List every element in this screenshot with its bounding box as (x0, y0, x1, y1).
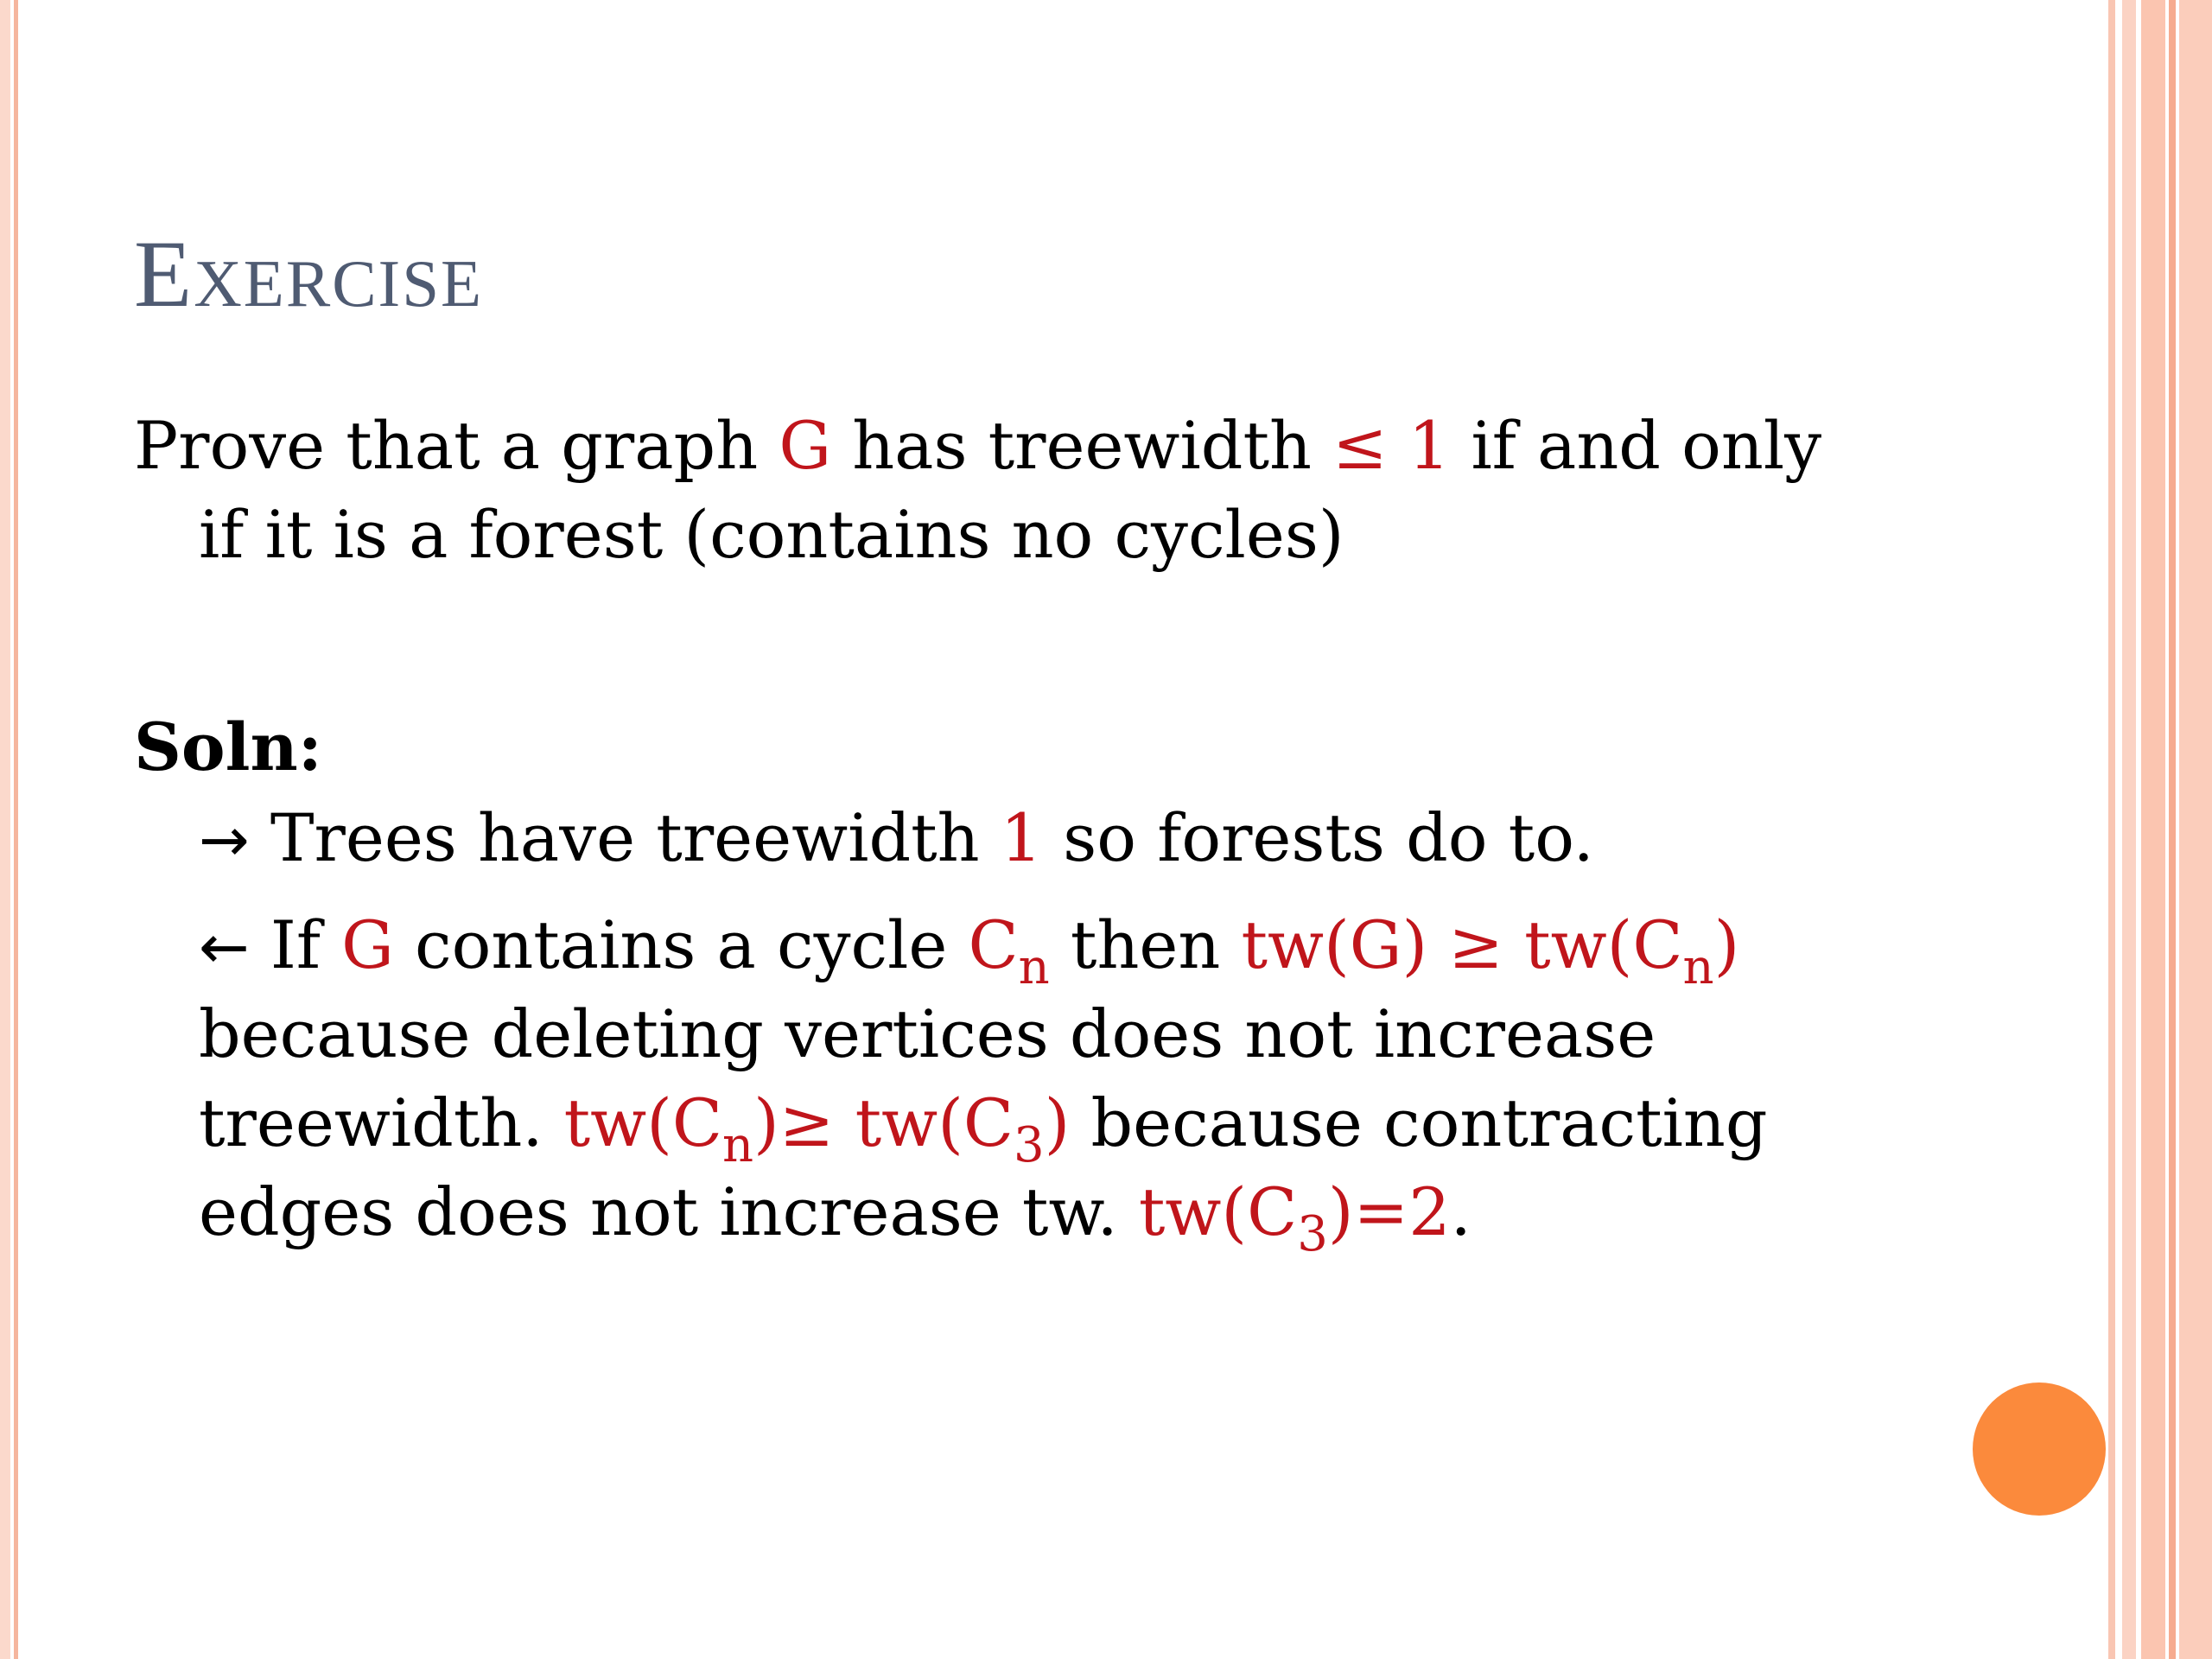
forward-direction (199, 793, 1594, 885)
prompt-text: has treewidth (831, 407, 1333, 484)
cycle-subscript: n (1018, 939, 1050, 995)
equation-text: tw(C (1138, 1173, 1298, 1250)
right-border-stripe (2141, 0, 2165, 1659)
right-border-stripe (2122, 0, 2136, 1659)
inequality-subscript: n (722, 1117, 754, 1173)
forward-text: so forests do to. (1042, 799, 1594, 876)
inequality-text: tw(C (563, 1084, 723, 1161)
graph-symbol: G (779, 407, 832, 484)
forward-text: Trees have treewidth (249, 799, 1001, 876)
left-border-stripe (14, 0, 18, 1659)
right-border-stripe (2108, 0, 2115, 1659)
backward-text: because contracting (1070, 1084, 1768, 1161)
left-arrow-icon: ← (199, 912, 250, 982)
inequality-close: ) (1044, 1084, 1071, 1161)
prompt-line-1 (134, 401, 1821, 491)
equation-text: )=2 (1327, 1173, 1451, 1250)
backward-text: edges does not increase tw. (199, 1173, 1139, 1250)
backward-direction-line-1 (199, 900, 1740, 995)
prompt-text: if and only (1450, 407, 1822, 484)
cycle-symbol (968, 906, 1050, 995)
treewidth-inequality (1241, 906, 1740, 995)
left-border-stripe (0, 0, 10, 1659)
inequality-text: tw(G) ≥ tw(C (1241, 906, 1683, 983)
backward-direction-line-2: because deleting vertices does not increase (199, 995, 1656, 1072)
triangle-treewidth (1138, 1173, 1451, 1262)
equation-subscript: 3 (1297, 1206, 1328, 1262)
right-border-stripe (2169, 0, 2176, 1659)
inequality-subscript: 3 (1014, 1117, 1045, 1173)
backward-text: treewidth. (199, 1084, 564, 1161)
treewidth-bound: ≤ 1 (1332, 407, 1451, 484)
backward-text: then (1049, 906, 1242, 983)
right-arrow-icon: → (199, 804, 250, 875)
prompt-text: Prove that a graph (134, 407, 779, 484)
inequality-close: ) (1713, 906, 1740, 983)
slide-title: Exercise (134, 221, 484, 327)
cycle-treewidth-inequality (563, 1084, 1071, 1173)
prompt-line-2: if it is a forest (contains no cycles) (199, 496, 1344, 573)
inequality-subscript: n (1682, 939, 1714, 995)
cycle-letter: C (968, 906, 1019, 983)
backward-direction-line-3 (199, 1078, 1768, 1173)
inequality-text: )≥ tw(C (753, 1084, 1014, 1161)
left-decorative-border (0, 0, 26, 1659)
solution-label: Soln: (134, 709, 322, 785)
graph-symbol: G (341, 906, 394, 983)
decorative-orange-circle (1973, 1382, 2106, 1516)
backward-text: If (249, 906, 342, 983)
right-decorative-border (2108, 0, 2212, 1659)
tree-treewidth-value: 1 (1000, 799, 1043, 876)
backward-text: . (1450, 1173, 1471, 1250)
backward-text: contains a cycle (393, 906, 969, 983)
backward-direction-line-4 (199, 1167, 1471, 1262)
right-border-stripe (2179, 0, 2212, 1659)
